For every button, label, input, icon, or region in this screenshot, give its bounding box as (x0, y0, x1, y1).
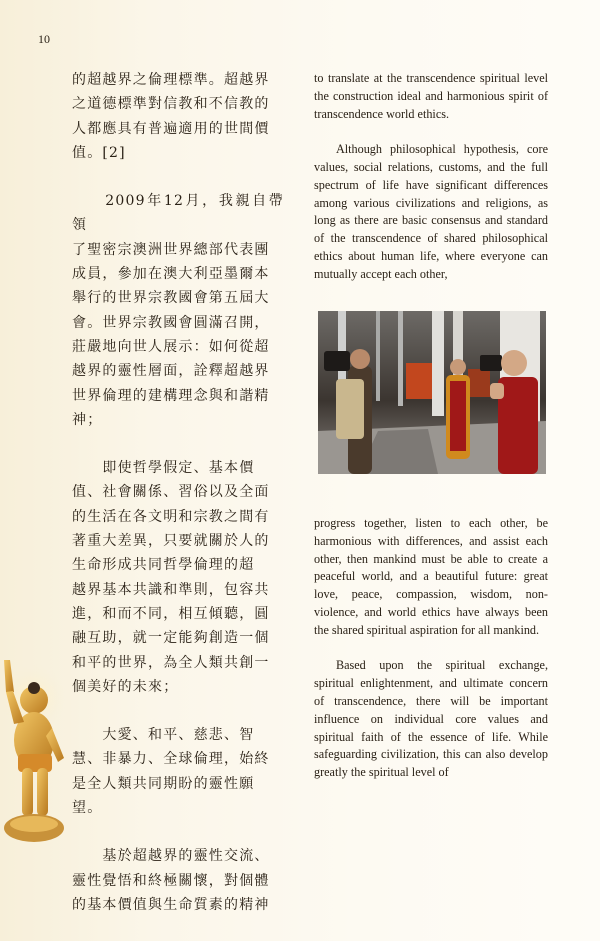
parliament-photo (318, 311, 546, 474)
english-paragraph-2: Although philosophical hypothesis, core values, social relations, customs, and the full spectrum of life have significant differences among various civilizations and religions, as long as there are basic consensus and standard of the transcendence of shared philosophical ethics about human life, where everyone can mutually accept each other, (314, 142, 548, 281)
chinese-paragraph-1: 的超越界之倫理標準。超越界 之道德標準對信教和不信教的 人都應具有普遍適用的世間價 值。[2] (72, 72, 270, 161)
english-paragraph-4: Based upon the spiritual exchange, spiritual enlightenment, and ultimate concern of transcendence, there will be important influence on individual core values and spiritual faith of the essence of life. While safeguarding civilization, this can also develop greatly the spiritual level of (314, 658, 548, 780)
parliament-photo-illustration (318, 311, 546, 474)
page-number: 10 (38, 32, 50, 46)
chinese-paragraph-3: 即使哲學假定、基本價 值、社會關係、習俗以及全面 的生活在各文明和宗教之間有 著重大差異，只要就關於人的 生命形成共同哲學倫理的超 越界基本共識和準則，包容共 進，和而不同，相互傾聽，圓 融互助，就一定能夠創造一個 和平的世界，為全人類共創一 個美好的未來； (72, 460, 270, 695)
chinese-paragraph-5: 基於超越界的靈性交流、 靈性覺悟和終極關懷，對個體 的基本價值與生命質素的精神 (72, 848, 270, 913)
baby-buddha-figure (0, 658, 70, 848)
chinese-paragraph-4: 大愛、和平、慈悲、智 慧、非暴力、全球倫理，始終 是全人類共同期盼的靈性願 望。 (72, 727, 270, 817)
chinese-paragraph-2: 2009年12月，我親自帶領 了聖密宗澳洲世界總部代表團 成員，參加在澳大利亞墨爾本 舉行的世界宗教國會第五屆大 會。世界宗教國會圓滿召開， 莊嚴地向世人展示：如何從超 越界的靈性層面，詮釋超越界 世界倫理的建構理念與和諧精 神； (72, 193, 284, 428)
baby-buddha-icon (0, 658, 70, 848)
chinese-text-column (72, 68, 284, 941)
english-text-column-top (314, 70, 548, 301)
english-paragraph-3: progress together, listen to each other, be harmonious with differences, and assist each other, then mankind must be able to create a peaceful world, and a beautiful future: great love, peace, compassion, wisdom, non-violence, and world ethics have always been the shared spiritual aspiration for all mankind. (314, 516, 548, 637)
english-paragraph-1: to translate at the transcendence spiritual level the construction ideal and harmonious spirit of transcendence world ethics. (314, 71, 548, 121)
english-text-column-bottom (314, 515, 548, 800)
